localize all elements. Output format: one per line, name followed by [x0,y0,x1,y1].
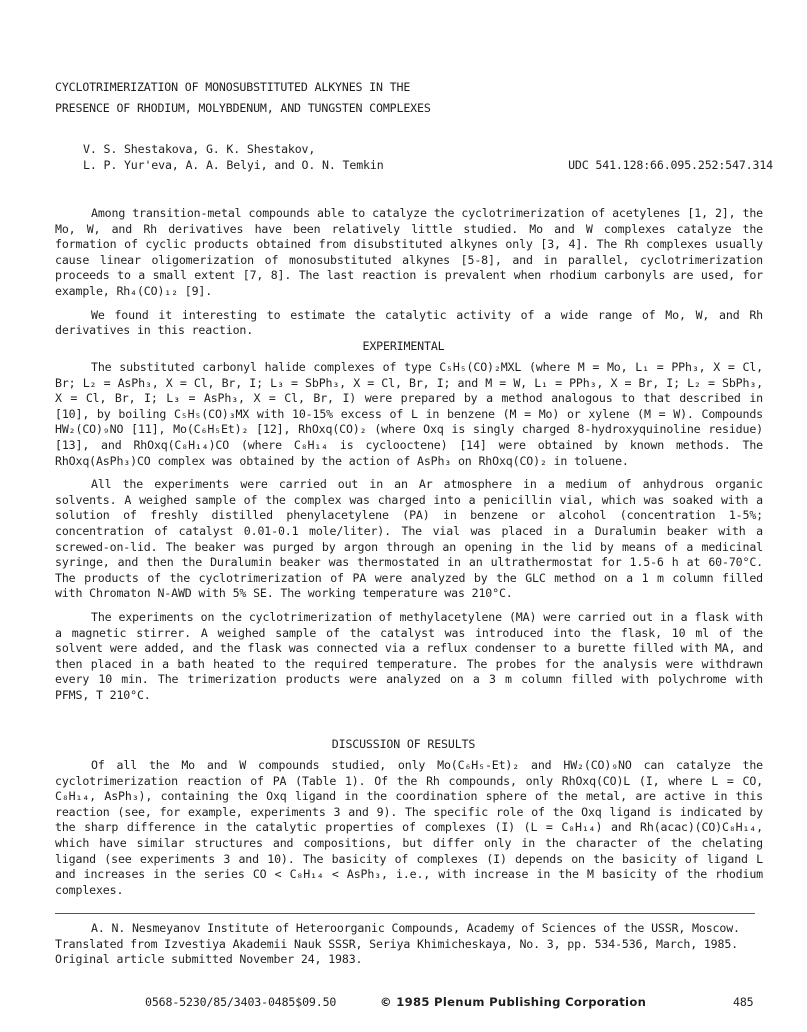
page-number: 485 [733,995,754,1009]
author-block [83,142,773,173]
article-title [55,80,775,121]
title-line-2: PRESENCE OF RHODIUM, MOLYBDENUM, AND TUNGSTEN COMPLEXES [55,100,431,115]
udc-code: UDC 541.128:66.095.252:547.314 [568,158,773,172]
experimental-paragraph-2: All the experiments were carried out in an Ar atmosphere in a medium of anhydrous organic solvents. A weighed sample of the complex was charged into a penicillin vial, which was soaked with a solution of freshly distilled phenylacetylene (PA) in benzene or alcohol (concentration 1-5%; concentration of catalyst 0.01-0.1 mole/liter). The vial was placed in a Duralumin beaker with a screwed-on-lid. The beaker was purged by argon through an opening in the lid by means of a medicinal syringe, and then the Duralumin beaker was thermostated in an ultrathermostat for 1.5-6 h at 60-70°C. The products of the cyclotrimerization of PA were analyzed by the GLC method on a 1 m column filled with Chromaton N-AWD with 5% SE. The working temperature was 210°C. [55,477,763,601]
footnote-text: A. N. Nesmeyanov Institute of Heteroorganic Compounds, Academy of Sciences of the USSR, Moscow. Translated from Izvestiya Akademii Nauk SSSR, Seriya Khimicheskaya, No. 3, pp. 534-536, March, 1985. Original article submitted November 24, 1983. [55,921,740,967]
article-code: 0568-5230/85/3403-0485$09.50 [145,995,337,1009]
experimental-section [55,360,763,703]
authors-line-2: L. P. Yur'eva, A. A. Belyi, and O. N. Temkin [83,157,384,172]
discussion-section [55,758,763,898]
footnote-divider [55,913,755,914]
discussion-heading: DISCUSSION OF RESULTS [331,737,476,751]
authors-line-1: V. S. Shestakova, G. K. Shestakov, [83,142,316,156]
footnote [55,921,763,968]
experimental-heading: EXPERIMENTAL [362,339,445,353]
copyright-line: © 1985 Plenum Publishing Corporation [380,995,647,1009]
title-line-1: CYCLOTRIMERIZATION OF MONOSUBSTITUTED ALKYNES IN THE [55,80,411,94]
experimental-paragraph-1: The substituted carbonyl halide complexes of type C₅H₅(CO)₂MXL (where M = Mo, L₁ = PPh₃, X = Cl, Br; L₂ = AsPh₃, X = Cl, Br, I; L₃ = SbPh₃, X = Cl, Br, I; and M = W, L₁ = PPh₃, X = Br, I; L₂ = SbPh₃, X = Cl, Br, I; L₃ = AsPh₃, X = Cl, Br, I) were prepared by a method analogous to that described in [10], by boiling C₅H₅(CO)₃MX with 10-15% excess of L in benzene (M = Mo) or xylene (M = W). Compounds HW₂(CO)₉NO [11], Mo(C₆H₅Et)₂ [12], RhOxq(CO)₂ (where Oxq is singly charged 8-hydroxyquinoline residue) [13], and RhOxq(C₈H₁₄)CO (where C₈H₁₄ is cyclooctene) [14] were obtained by known methods. The RhOxq(AsPh₃)CO complex was obtained by the action of AsPh₃ on RhOxq(CO)₂ in toluene. [55,360,763,468]
intro-paragraph-1: Among transition-metal compounds able to catalyze the cyclotrimerization of acetylenes [1, 2], the Mo, W, and Rh derivatives have been relatively little studied. Mo and W complexes catalyze the formation of cyclic products obtained from disubstituted alkynes only [3, 4]. The Rh complexes usually cause linear oligomerization of monosubstituted alkynes [5-8], and in parallel, cyclotrimerization proceeds to a small extent [7, 8]. The last reaction is prevalent when rhodium carbonyls are used, for example, Rh₄(CO)₁₂ [9]. [55,206,763,298]
experimental-paragraph-3: The experiments on the cyclotrimerization of methylacetylene (MA) were carried out in a flask with a magnetic stirrer. A weighed sample of the catalyst was introduced into the flask, 10 ml of the solvent were added, and the flask was connected via a reflux condenser to a burette filled with MA, and then placed in a bath heated to the required temperature. The probes for the analysis were withdrawn every 10 min. The trimerization products were analyzed on a 3 m column filled with polychrome with PFMS, T 210°C. [55,609,763,702]
introduction [55,206,763,339]
discussion-paragraph-1: Of all the Mo and W compounds studied, only Mo(C₆H₅-Et)₂ and HW₂(CO)₉NO can catalyze the cyclotrimerization reaction of PA (Table 1). Of the Rh compounds, only RhOxq(CO)L (I, where L = CO, C₈H₁₄, AsPh₃), containing the Oxq ligand in the coordination sphere of the metal, are active in this reaction (see, for example, experiments 3 and 9). The specific role of the Oxq ligand is indicated by the sharp difference in the catalytic properties of complexes (I) (L = C₈H₁₄) and Rh(acac)(CO)C₈H₁₄, which have similar structures and compositions, but differ only in the character of the chelating ligand (see experiments 3 and 10). The basicity of complexes (I) depends on the basicity of ligand L and increases in the series CO < C₈H₁₄ < AsPh₃, i.e., with increase in the M basicity of the rhodium complexes. [55,758,763,897]
intro-paragraph-2: We found it interesting to estimate the catalytic activity of a wide range of Mo, W, and Rh derivatives in this reaction. [55,307,763,338]
